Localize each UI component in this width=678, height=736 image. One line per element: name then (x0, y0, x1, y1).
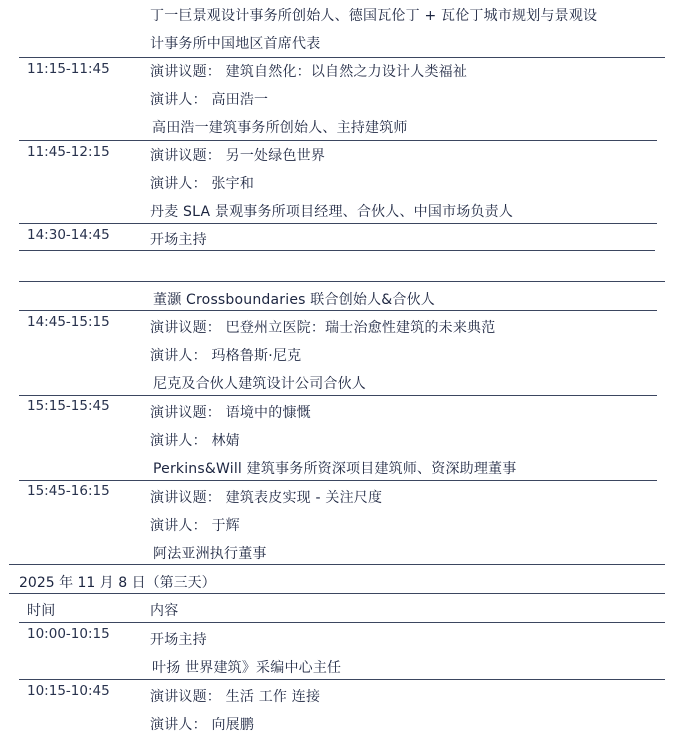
session-speaker: 演讲人： 向展鹏 (150, 717, 255, 733)
row-divider (19, 57, 665, 58)
session-time: 14:45-15:15 (27, 314, 110, 330)
session-speaker-title: 丹麦 SLA 景观事务所项目经理、合伙人、中国市场负责人 (150, 204, 514, 220)
row-divider (19, 480, 657, 481)
session-speaker: 演讲人： 张宇和 (150, 176, 255, 192)
session-speaker: 演讲人： 林婧 (150, 433, 240, 449)
row-divider (19, 281, 665, 282)
row-divider (19, 679, 665, 680)
row-divider (19, 223, 657, 224)
session-time: 14:30-14:45 (27, 227, 110, 243)
host-title: 董灏 Crossboundaries 联合创始人&合伙人 (153, 292, 436, 308)
session-topic: 演讲议题： 建筑自然化：以自然之力设计人类福祉 (150, 64, 468, 80)
speaker-title-continued-1: 丁一巨景观设计事务所创始人、德国瓦伦丁 + 瓦伦丁城市规划与景观设 (150, 8, 598, 24)
speaker-title-continued-2: 计事务所中国地区首席代表 (150, 36, 321, 52)
session-speaker: 演讲人： 玛格鲁斯·尼克 (150, 348, 302, 364)
session-time: 15:45-16:15 (27, 483, 110, 499)
session-time: 11:45-12:15 (27, 144, 110, 160)
session-speaker-title: 叶扬 世界建筑》采编中心主任 (152, 660, 342, 676)
session-topic: 演讲议题： 语境中的慷慨 (150, 405, 311, 421)
section-divider (9, 564, 665, 565)
session-time: 10:15-10:45 (27, 683, 110, 699)
session-speaker-title: 高田浩一建筑事务所创始人、主持建筑师 (152, 120, 408, 136)
session-speaker: 演讲人： 高田浩一 (150, 92, 269, 108)
session-topic: 演讲议题： 另一处绿色世界 (150, 148, 326, 164)
session-topic: 演讲议题： 生活 工作 连接 (150, 689, 321, 705)
column-header-time: 时间 (27, 603, 56, 619)
session-speaker-title: Perkins&Will 建筑事务所资深项目建筑师、资深助理董事 (153, 461, 517, 477)
row-divider (19, 250, 655, 251)
row-divider (19, 622, 665, 623)
session-time: 15:15-15:45 (27, 398, 110, 414)
row-divider (19, 310, 657, 311)
session-time: 11:15-11:45 (27, 61, 110, 77)
session-topic: 开场主持 (150, 232, 207, 248)
section-divider (9, 593, 665, 594)
session-topic: 开场主持 (150, 632, 207, 648)
row-divider (19, 395, 657, 396)
session-speaker-title: 尼克及合伙人建筑设计公司合伙人 (153, 376, 366, 392)
session-speaker-title: 阿法亚洲执行董事 (153, 546, 267, 562)
row-divider (19, 140, 657, 141)
session-time: 10:00-10:15 (27, 626, 110, 642)
day-heading: 2025 年 11 月 8 日（第三天） (19, 575, 216, 591)
session-speaker: 演讲人： 于辉 (150, 518, 240, 534)
session-topic: 演讲议题： 建筑表皮实现 - 关注尺度 (150, 490, 383, 506)
session-topic: 演讲议题： 巴登州立医院：瑞士治愈性建筑的未来典范 (150, 320, 496, 336)
column-header-content: 内容 (150, 603, 179, 619)
